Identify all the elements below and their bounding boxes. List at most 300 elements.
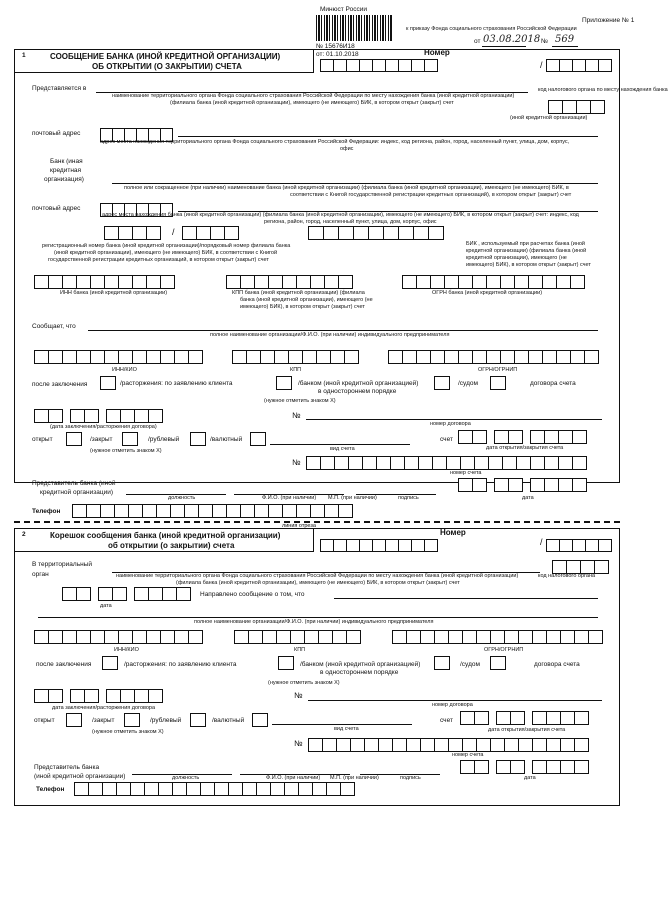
char-cell[interactable] [128,504,143,518]
char-cell[interactable] [458,350,473,364]
char-cell[interactable] [116,782,131,796]
part2-by-bank-checkbox[interactable] [434,656,450,670]
char-cell[interactable] [404,456,419,470]
char-cell[interactable] [246,350,261,364]
char-cell[interactable] [320,59,334,72]
char-cell[interactable] [353,226,369,240]
char-cell[interactable] [383,226,399,240]
char-cell[interactable] [446,456,461,470]
char-cell[interactable] [344,350,359,364]
char-cell[interactable] [186,782,201,796]
char-cell[interactable] [406,738,421,752]
char-cell[interactable] [434,630,449,644]
char-cell[interactable] [572,430,587,444]
char-cell[interactable] [48,689,63,703]
char-cell[interactable] [146,226,161,240]
char-cell[interactable] [502,456,517,470]
char-cell[interactable] [572,478,587,492]
char-cell[interactable] [48,275,63,289]
char-cell[interactable] [398,539,412,552]
char-cell[interactable] [416,350,431,364]
char-cell[interactable] [84,689,99,703]
char-cell[interactable] [348,456,363,470]
char-cell[interactable] [474,711,489,725]
char-cell[interactable] [158,782,173,796]
char-cell[interactable] [546,59,560,72]
char-cell[interactable] [282,504,297,518]
char-cell[interactable] [198,504,213,518]
char-cell[interactable] [120,409,135,423]
char-cell[interactable] [462,738,477,752]
char-cell[interactable] [333,59,347,72]
conclusion-checkbox[interactable] [100,376,116,390]
char-cell[interactable] [336,738,351,752]
char-cell[interactable] [274,350,289,364]
char-cell[interactable] [413,226,429,240]
char-cell[interactable] [188,630,203,644]
char-cell[interactable] [308,738,323,752]
char-cell[interactable] [282,275,297,289]
char-cell[interactable] [90,275,105,289]
signature-line[interactable] [356,494,436,495]
char-cell[interactable] [34,409,49,423]
account-type-line[interactable] [270,444,410,445]
char-cell[interactable] [296,275,311,289]
char-cell[interactable] [570,275,585,289]
char-cell[interactable] [472,275,487,289]
part2-client-request-checkbox[interactable] [278,656,294,670]
char-cell[interactable] [130,782,145,796]
char-cell[interactable] [508,430,523,444]
char-cell[interactable] [48,630,63,644]
char-cell[interactable] [146,350,161,364]
char-cell[interactable] [385,539,399,552]
char-cell[interactable] [566,560,581,574]
char-cell[interactable] [588,630,603,644]
char-cell[interactable] [585,539,599,552]
char-cell[interactable] [556,275,571,289]
char-cell[interactable] [200,782,215,796]
char-cell[interactable] [134,409,149,423]
char-cell[interactable] [430,350,445,364]
char-cell[interactable] [234,630,249,644]
char-cell[interactable] [474,456,489,470]
char-cell[interactable] [598,59,612,72]
char-cell[interactable] [562,100,577,114]
char-cell[interactable] [338,275,353,289]
char-cell[interactable] [324,504,339,518]
char-cell[interactable] [376,456,391,470]
char-cell[interactable] [574,760,589,774]
char-cell[interactable] [326,782,341,796]
char-cell[interactable] [532,760,547,774]
currency-checkbox[interactable] [250,432,266,446]
char-cell[interactable] [62,587,77,601]
char-cell[interactable] [448,630,463,644]
char-cell[interactable] [552,560,567,574]
char-cell[interactable] [340,782,355,796]
char-cell[interactable] [424,539,438,552]
char-cell[interactable] [530,478,545,492]
char-cell[interactable] [34,350,49,364]
char-cell[interactable] [184,504,199,518]
char-cell[interactable] [362,456,377,470]
char-cell[interactable] [585,59,599,72]
char-cell[interactable] [254,504,269,518]
char-cell[interactable] [323,226,339,240]
char-cell[interactable] [424,59,438,72]
char-cell[interactable] [310,504,325,518]
char-cell[interactable] [411,539,425,552]
char-cell[interactable] [516,456,531,470]
char-cell[interactable] [418,456,433,470]
part2-opened-checkbox[interactable] [66,713,82,727]
char-cell[interactable] [104,275,119,289]
char-cell[interactable] [444,275,459,289]
part2-client-name-line[interactable] [38,617,598,618]
char-cell[interactable] [172,782,187,796]
char-cell[interactable] [560,630,575,644]
char-cell[interactable] [544,430,559,444]
char-cell[interactable] [160,275,175,289]
char-cell[interactable] [232,350,247,364]
char-cell[interactable] [324,275,339,289]
char-cell[interactable] [104,350,119,364]
char-cell[interactable] [385,59,399,72]
contract-number-line[interactable] [306,419,602,420]
char-cell[interactable] [214,782,229,796]
char-cell[interactable] [62,350,77,364]
char-cell[interactable] [142,504,157,518]
char-cell[interactable] [392,738,407,752]
char-cell[interactable] [318,630,333,644]
char-cell[interactable] [544,478,559,492]
char-cell[interactable] [316,350,331,364]
char-cell[interactable] [494,478,509,492]
char-cell[interactable] [320,456,335,470]
char-cell[interactable] [284,782,299,796]
char-cell[interactable] [70,409,85,423]
part2-closed-checkbox[interactable] [124,713,140,727]
char-cell[interactable] [518,738,533,752]
char-cell[interactable] [510,760,525,774]
char-cell[interactable] [90,350,105,364]
char-cell[interactable] [574,711,589,725]
char-cell[interactable] [98,587,113,601]
char-cell[interactable] [372,539,386,552]
char-cell[interactable] [102,782,117,796]
char-cell[interactable] [118,226,133,240]
char-cell[interactable] [548,100,563,114]
char-cell[interactable] [542,275,557,289]
char-cell[interactable] [350,738,365,752]
char-cell[interactable] [228,782,243,796]
char-cell[interactable] [546,711,561,725]
char-cell[interactable] [254,275,269,289]
char-cell[interactable] [530,430,545,444]
char-cell[interactable] [590,100,605,114]
char-cell[interactable] [558,430,573,444]
char-cell[interactable] [188,350,203,364]
char-cell[interactable] [156,504,171,518]
char-cell[interactable] [368,226,384,240]
char-cell[interactable] [104,630,119,644]
char-cell[interactable] [528,275,543,289]
part2-by-court-checkbox[interactable] [490,656,506,670]
char-cell[interactable] [240,504,255,518]
closed-checkbox[interactable] [122,432,138,446]
part2-conclusion-checkbox[interactable] [102,656,118,670]
char-cell[interactable] [488,456,503,470]
char-cell[interactable] [260,350,275,364]
char-cell[interactable] [333,539,347,552]
part2-account-type-line[interactable] [272,724,412,725]
char-cell[interactable] [322,738,337,752]
opened-checkbox[interactable] [66,432,82,446]
postal-address-line[interactable] [178,136,598,137]
char-cell[interactable] [472,478,487,492]
char-cell[interactable] [290,630,305,644]
char-cell[interactable] [490,630,505,644]
char-cell[interactable] [84,409,99,423]
char-cell[interactable] [268,275,283,289]
char-cell[interactable] [270,782,285,796]
char-cell[interactable] [420,738,435,752]
char-cell[interactable] [390,456,405,470]
char-cell[interactable] [572,59,586,72]
char-cell[interactable] [304,630,319,644]
char-cell[interactable] [500,350,515,364]
char-cell[interactable] [359,539,373,552]
char-cell[interactable] [472,430,487,444]
char-cell[interactable] [476,630,491,644]
char-cell[interactable] [104,226,119,240]
char-cell[interactable] [114,504,129,518]
char-cell[interactable] [210,226,225,240]
char-cell[interactable] [346,59,360,72]
char-cell[interactable] [334,456,349,470]
char-cell[interactable] [476,738,491,752]
char-cell[interactable] [560,760,575,774]
char-cell[interactable] [398,59,412,72]
char-cell[interactable] [170,504,185,518]
char-cell[interactable] [542,350,557,364]
char-cell[interactable] [86,504,101,518]
char-cell[interactable] [320,539,334,552]
char-cell[interactable] [411,59,425,72]
char-cell[interactable] [532,711,547,725]
char-cell[interactable] [248,630,263,644]
char-cell[interactable] [458,430,473,444]
char-cell[interactable] [132,226,147,240]
part2-contract-number-line[interactable] [308,700,602,701]
char-cell[interactable] [372,59,386,72]
char-cell[interactable] [298,782,313,796]
char-cell[interactable] [420,630,435,644]
char-cell[interactable] [174,350,189,364]
char-cell[interactable] [474,760,489,774]
char-cell[interactable] [62,630,77,644]
char-cell[interactable] [330,350,345,364]
char-cell[interactable] [310,275,325,289]
char-cell[interactable] [34,630,49,644]
char-cell[interactable] [144,782,159,796]
char-cell[interactable] [504,738,519,752]
char-cell[interactable] [518,630,533,644]
char-cell[interactable] [226,504,241,518]
char-cell[interactable] [112,587,127,601]
char-cell[interactable] [398,226,414,240]
char-cell[interactable] [486,275,501,289]
char-cell[interactable] [62,275,77,289]
char-cell[interactable] [430,275,445,289]
char-cell[interactable] [490,738,505,752]
char-cell[interactable] [106,689,121,703]
char-cell[interactable] [276,630,291,644]
char-cell[interactable] [134,587,149,601]
char-cell[interactable] [546,760,561,774]
char-cell[interactable] [262,630,277,644]
by-bank-checkbox[interactable] [434,376,450,390]
char-cell[interactable] [148,587,163,601]
char-cell[interactable] [364,738,379,752]
char-cell[interactable] [388,350,403,364]
char-cell[interactable] [402,275,417,289]
char-cell[interactable] [48,350,63,364]
char-cell[interactable] [559,59,573,72]
char-cell[interactable] [460,711,475,725]
char-cell[interactable] [558,456,573,470]
char-cell[interactable] [402,350,417,364]
char-cell[interactable] [76,587,91,601]
char-cell[interactable] [240,275,255,289]
char-cell[interactable] [486,350,501,364]
char-cell[interactable] [584,350,599,364]
char-cell[interactable] [302,350,317,364]
part2-currency-checkbox[interactable] [252,713,268,727]
sent-message-line[interactable] [334,598,598,599]
char-cell[interactable] [88,782,103,796]
char-cell[interactable] [572,456,587,470]
char-cell[interactable] [458,478,473,492]
char-cell[interactable] [132,630,147,644]
char-cell[interactable] [226,275,241,289]
char-cell[interactable] [580,560,595,574]
char-cell[interactable] [472,350,487,364]
char-cell[interactable] [556,350,571,364]
char-cell[interactable] [312,782,327,796]
char-cell[interactable] [76,350,91,364]
char-cell[interactable] [428,226,444,240]
char-cell[interactable] [576,100,591,114]
char-cell[interactable] [106,409,121,423]
char-cell[interactable] [306,456,321,470]
char-cell[interactable] [558,478,573,492]
char-cell[interactable] [76,630,91,644]
char-cell[interactable] [296,504,311,518]
char-cell[interactable] [532,630,547,644]
char-cell[interactable] [514,275,529,289]
char-cell[interactable] [256,782,271,796]
char-cell[interactable] [432,456,447,470]
char-cell[interactable] [212,504,227,518]
char-cell[interactable] [242,782,257,796]
char-cell[interactable] [494,430,509,444]
char-cell[interactable] [570,350,585,364]
char-cell[interactable] [146,275,161,289]
char-cell[interactable] [500,275,515,289]
char-cell[interactable] [434,738,449,752]
char-cell[interactable] [160,350,175,364]
char-cell[interactable] [160,630,175,644]
char-cell[interactable] [504,630,519,644]
char-cell[interactable] [148,409,163,423]
char-cell[interactable] [338,504,353,518]
char-cell[interactable] [416,275,431,289]
part2-ruble-checkbox[interactable] [190,713,206,727]
char-cell[interactable] [359,59,373,72]
char-cell[interactable] [346,539,360,552]
char-cell[interactable] [118,630,133,644]
char-cell[interactable] [448,738,463,752]
char-cell[interactable] [120,689,135,703]
char-cell[interactable] [268,504,283,518]
char-cell[interactable] [72,504,87,518]
char-cell[interactable] [132,350,147,364]
char-cell[interactable] [90,630,105,644]
char-cell[interactable] [338,226,354,240]
char-cell[interactable] [378,738,393,752]
char-cell[interactable] [332,630,347,644]
client-request-checkbox[interactable] [276,376,292,390]
char-cell[interactable] [174,630,189,644]
char-cell[interactable] [34,275,49,289]
char-cell[interactable] [514,350,529,364]
ruble-checkbox[interactable] [190,432,206,446]
char-cell[interactable] [546,539,560,552]
char-cell[interactable] [598,539,612,552]
char-cell[interactable] [594,560,609,574]
char-cell[interactable] [559,539,573,552]
bank-name-line[interactable] [112,183,598,184]
char-cell[interactable] [460,760,475,774]
char-cell[interactable] [134,689,149,703]
client-name-line[interactable] [88,330,598,331]
char-cell[interactable] [196,226,211,240]
char-cell[interactable] [146,630,161,644]
char-cell[interactable] [176,587,191,601]
char-cell[interactable] [406,630,421,644]
char-cell[interactable] [574,738,589,752]
char-cell[interactable] [496,760,511,774]
char-cell[interactable] [544,456,559,470]
char-cell[interactable] [162,587,177,601]
char-cell[interactable] [530,456,545,470]
char-cell[interactable] [132,275,147,289]
char-cell[interactable] [76,275,91,289]
char-cell[interactable] [546,738,561,752]
char-cell[interactable] [118,275,133,289]
char-cell[interactable] [288,350,303,364]
char-cell[interactable] [458,275,473,289]
char-cell[interactable] [70,689,85,703]
char-cell[interactable] [346,630,361,644]
char-cell[interactable] [460,456,475,470]
char-cell[interactable] [574,630,589,644]
char-cell[interactable] [528,350,543,364]
char-cell[interactable] [532,738,547,752]
char-cell[interactable] [48,409,63,423]
